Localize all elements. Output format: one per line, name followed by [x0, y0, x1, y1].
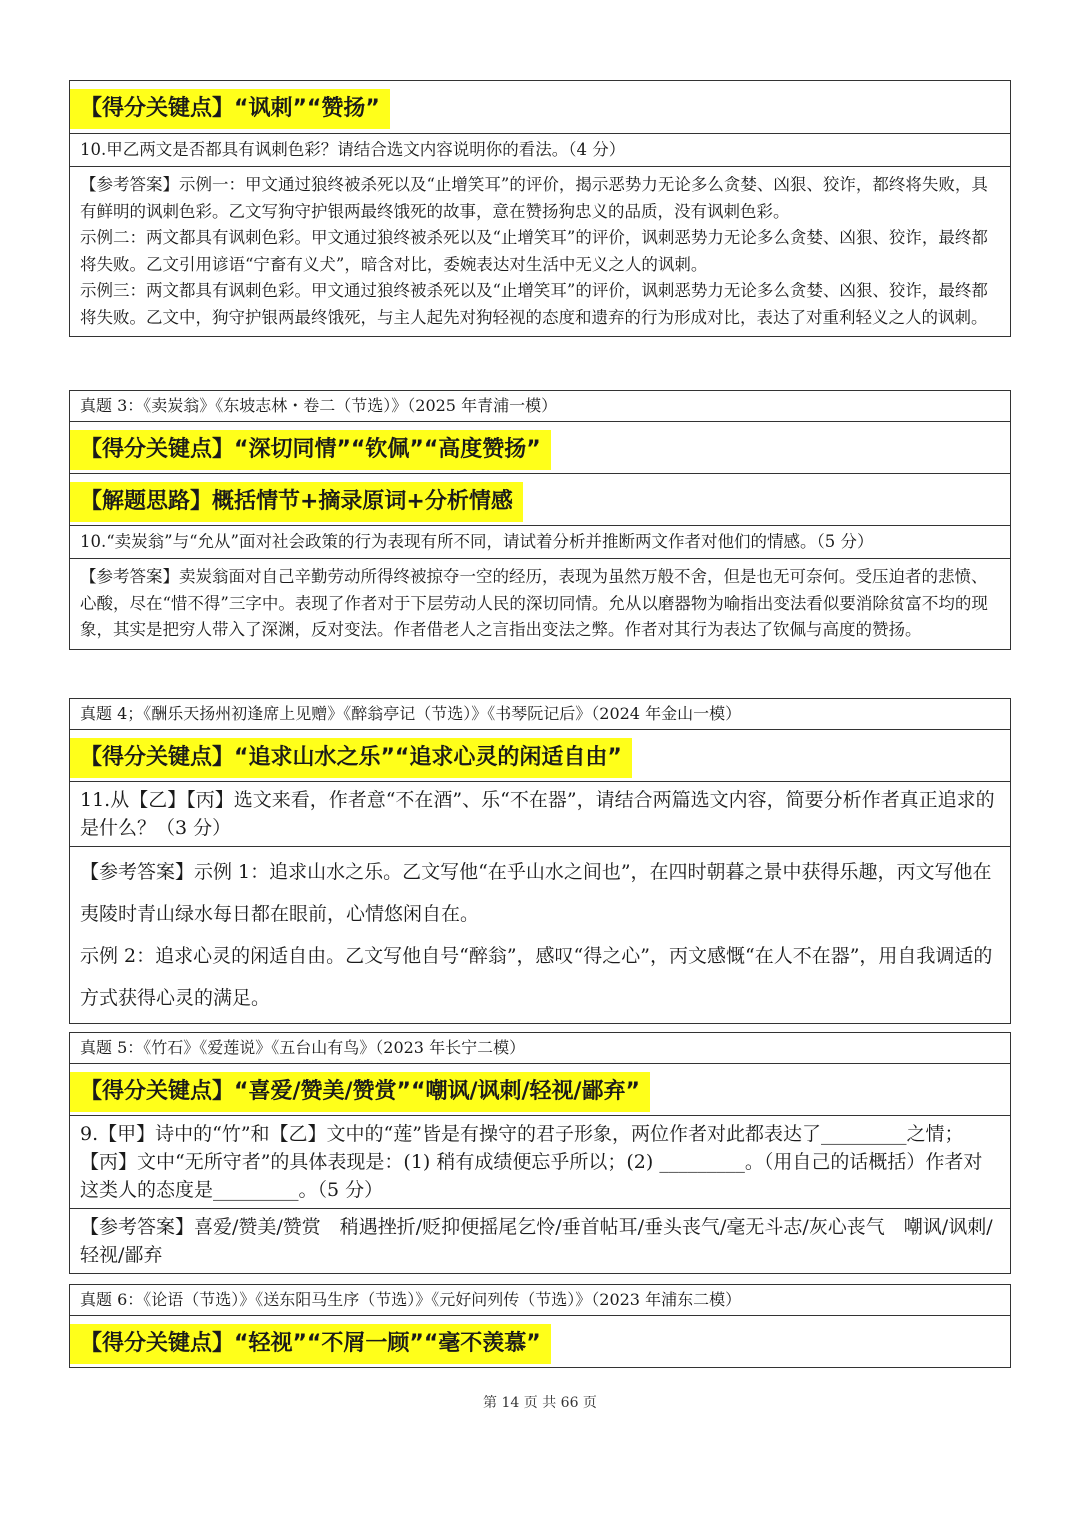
answer-line: 【参考答案】示例 1：追求山水之乐。乙文写他“在乎山水之间也”，在四时朝暮之景中获得乐趣，丙文写他在夷陵时青山绿水每日都在眼前，心情悠闲自在。 [80, 861, 992, 925]
question-text: 9.【甲】诗中的“竹”和【乙】文中的“莲”皆是有操守的君子形象，两位作者对此都表达了_________之情；【丙】文中“无所守者”的具体表现是：(1) 稍有成绩便忘乎所以；(2) _________。（用自己的话概括）作者对这类人的态度是_________。（5 分） [70, 1115, 1010, 1208]
question-block-1 [69, 80, 1011, 337]
source-title: 真题 3：《卖炭翁》《东坡志林・卷二（节选）》（2025 年青浦一模） [80, 396, 558, 415]
source-title: 真题 6：《论语（节选）》《送东阳马生序（节选）》《元好问列传（节选）》（2023 年浦东二模） [80, 1290, 742, 1309]
key-points-highlight: 【得分关键点】“深切同情”“钦佩”“高度赞扬” [70, 430, 551, 470]
answer-text: 【参考答案】卖炭翁面对自己辛勤劳动所得终被掠夺一空的经历，表现为虽然万般不舍，但是也无可奈何。受压迫者的悲愤、心酸，尽在“惜不得”三字中。表现了作者对于下层劳动人民的深切同情。允从以磨器物为喻指出变法看似要消除贫富不均的现象，其实是把穷人带入了深渊，反对变法。作者借老人之言指出变法之弊。作者对其行为表达了钦佩与高度的赞扬。 [70, 558, 1010, 649]
answer-line: 示例三：两文都具有讽刺色彩。甲文通过狼终被杀死以及“止增笑耳”的评价，讽刺恶势力无论多么贪婪、凶狠、狡诈，最终都将失败。乙文中，狗守护银两最终饿死，与主人起先对狗轻视的态度和遗弃的行为形成对比，表达了对重利轻义之人的讽刺。 [80, 281, 988, 327]
answer-text [70, 166, 1010, 336]
answer-text [70, 846, 1010, 1023]
question-text: 10.“卖炭翁”与“允从”面对社会政策的行为表现有所不同，请试着分析并推断两文作者对他们的情感。（5 分） [70, 525, 1010, 558]
source-title: 真题 5：《竹石》《爱莲说》《五台山有鸟》（2023 年长宁二模） [80, 1038, 526, 1057]
key-points-row [70, 421, 1010, 473]
answer-line: 示例二：两文都具有讽刺色彩。甲文通过狼终被杀死以及“止增笑耳”的评价，讽刺恶势力无论多么贪婪、凶狠、狡诈，最终都将失败。乙文引用谚语“宁畜有义犬”，暗含对比，委婉表达对生活中无义之人的讽刺。 [80, 228, 988, 274]
page-footer: 第 14 页 共 66 页 [483, 1395, 597, 1411]
question-block-4 [69, 1032, 1011, 1274]
key-points-highlight: 【得分关键点】“轻视”“不屑一顾”“毫不羡慕” [70, 1324, 551, 1364]
key-points-row [70, 81, 1010, 133]
answer-text: 【参考答案】喜爱/赞美/赞赏 稍遇挫折/贬抑便摇尾乞怜/垂首帖耳/垂头丧气/毫无斗志/灰心丧气 嘲讽/讽刺/轻视/鄙弃 [70, 1208, 1010, 1273]
key-points-row [70, 1063, 1010, 1115]
question-text: 10.甲乙两文是否都具有讽刺色彩？请结合选文内容说明你的看法。（4 分） [70, 133, 1010, 166]
question-text: 11.从【乙】【丙】选文来看，作者意“不在酒”、乐“不在器”，请结合两篇选文内容，简要分析作者真正追求的是什么？（3 分） [70, 781, 1010, 846]
key-points-row [70, 729, 1010, 781]
key-points-highlight: 【得分关键点】“讽刺”“赞扬” [70, 89, 390, 129]
approach-row [70, 473, 1010, 525]
question-block-2 [69, 390, 1011, 650]
question-block-5 [69, 1284, 1011, 1368]
answer-line: 【参考答案】示例一：甲文通过狼终被杀死以及“止增笑耳”的评价，揭示恶势力无论多么贪婪、凶狠、狡诈，都终将失败，具有鲜明的讽刺色彩。乙文写狗守护银两最终饿死的故事，意在赞扬狗忠义的品质，没有讽刺色彩。 [80, 175, 988, 221]
answer-line: 示例 2：追求心灵的闲适自由。乙文写他自号“醉翁”，感叹“得之心”，丙文感慨“在人不在器”，用自我调适的方式获得心灵的满足。 [80, 945, 993, 1009]
source-title: 真题 4；《酬乐天扬州初逢席上见赠》《醉翁亭记（节选）》《书琴阮记后》（2024 年金山一模） [80, 704, 742, 723]
key-points-highlight: 【得分关键点】“喜爱/赞美/赞赏”“嘲讽/讽刺/轻视/鄙弃” [70, 1072, 650, 1112]
key-points-highlight: 【得分关键点】“追求山水之乐”“追求心灵的闲适自由” [70, 738, 632, 778]
key-points-row [70, 1315, 1010, 1367]
approach-highlight: 【解题思路】概括情节+摘录原词+分析情感 [70, 482, 523, 522]
question-block-3 [69, 698, 1011, 1024]
